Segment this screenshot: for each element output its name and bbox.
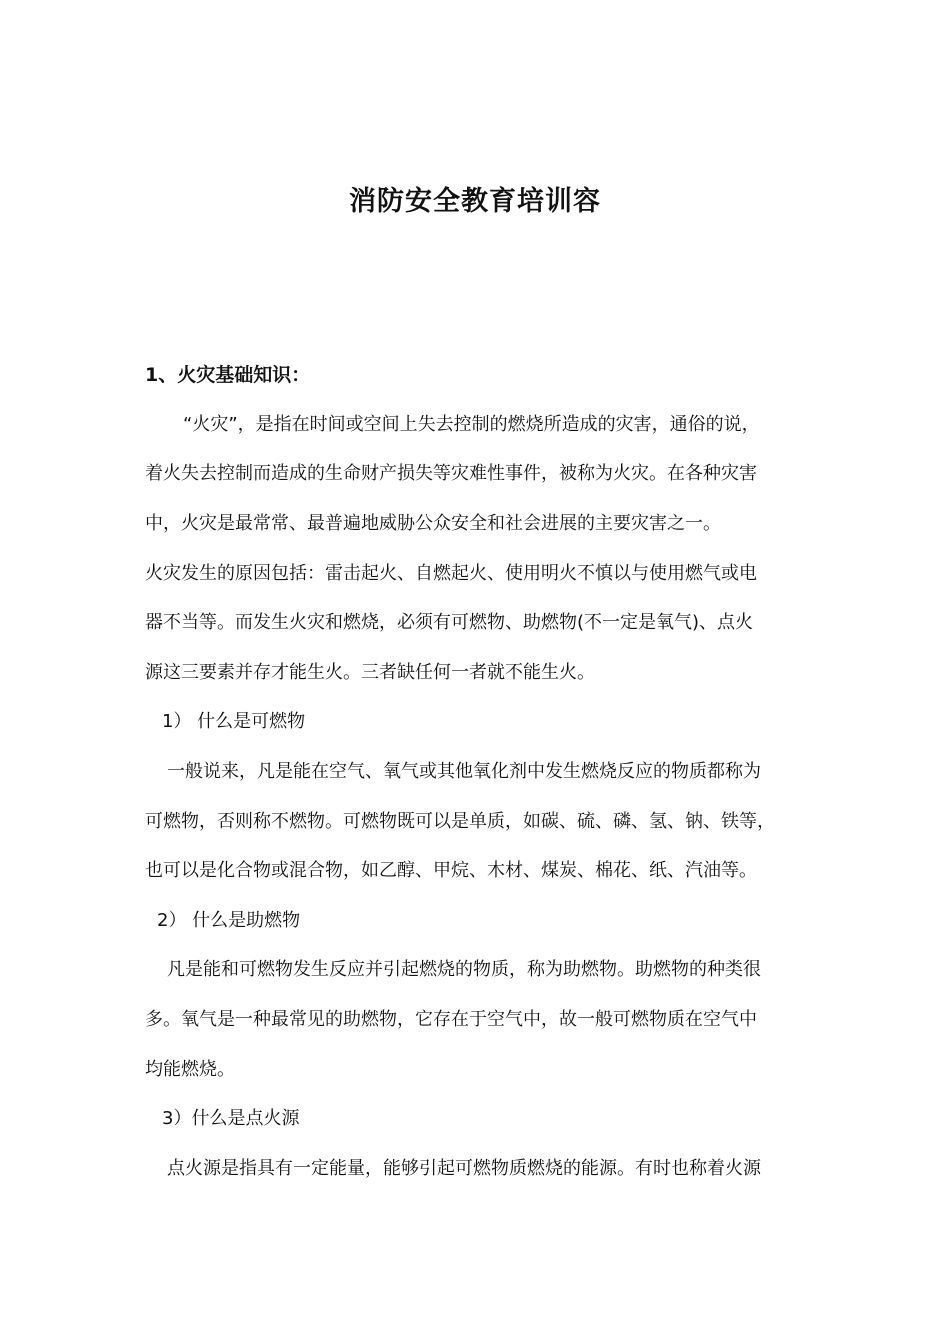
paragraph-line: 火灾发生的原因包括：雷击起火、自燃起火、使用明火不慎以与使用燃气或电 [145,563,757,584]
paragraph-line: 源这三要素并存才能生火。三者缺任何一者就不能生火。 [145,662,595,683]
paragraph-line: 点火源是指具有一定能量，能够引起可燃物质燃烧的能源。有时也称着火源 [167,1158,761,1179]
subheading: 1） 什么是可燃物 [162,711,306,732]
paragraph-line: 着火失去控制而造成的生命财产损失等灾难性事件，被称为火灾。在各种灾害 [145,463,757,484]
paragraph-line: 中，火灾是最常常、最普遍地威胁公众安全和社会进展的主要灾害之一。 [145,513,721,534]
section-heading: 1、火灾基础知识： [145,364,311,386]
paragraph-line: 可燃物，否则称不燃物。可燃物既可以是单质，如碳、硫、磷、氢、钠、铁等， [145,811,775,832]
paragraph-line: 多。氧气是一种最常见的助燃物，它存在于空气中，故一般可燃物质在空气中 [145,1009,757,1030]
paragraph-line: “火灾”，是指在时间或空间上失去控制的燃烧所造成的灾害，通俗的说， [183,414,760,435]
subheading: 2） 什么是助燃物 [157,910,301,931]
subheading: 3）什么是点火源 [162,1108,300,1129]
page-title: 消防安全教育培训容 [349,186,601,217]
paragraph-line: 均能燃烧。 [145,1059,235,1080]
paragraph-line: 一般说来，凡是能在空气、氧气或其他氧化剂中发生燃烧反应的物质都称为 [167,761,761,782]
paragraph-line: 器不当等。而发生火灾和燃烧，必须有可燃物、助燃物(不一定是氧气)、点火 [145,612,754,633]
paragraph-line: 凡是能和可燃物发生反应并引起燃烧的物质，称为助燃物。助燃物的种类很 [167,959,761,980]
paragraph-line: 也可以是化合物或混合物，如乙醇、甲烷、木材、煤炭、棉花、纸、汽油等。 [145,860,757,881]
